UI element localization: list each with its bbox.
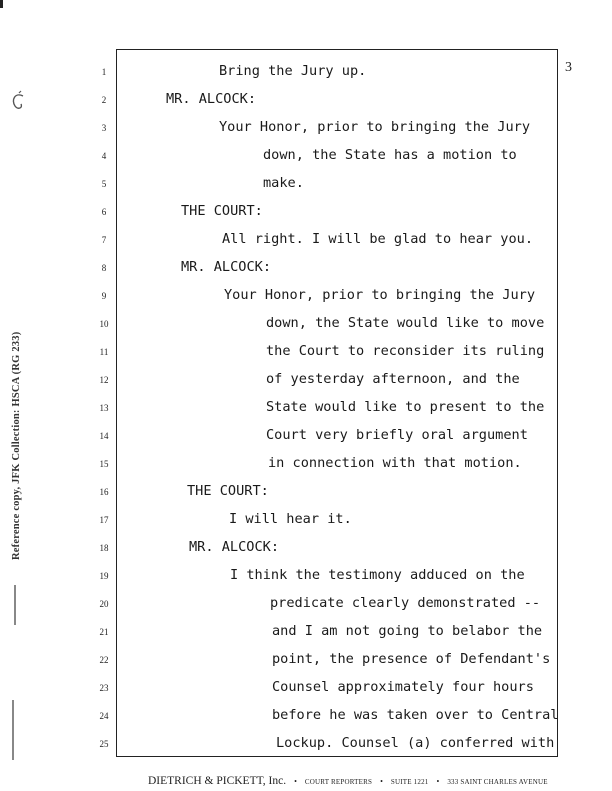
line-number: 17	[99, 515, 109, 525]
footer-suite: SUITE 1221	[390, 778, 429, 786]
footer-address: 333 SAINT CHARLES AVENUE	[447, 778, 548, 786]
footer-separator: •	[380, 777, 383, 786]
line-number: 18	[99, 543, 109, 553]
line-number: 1	[101, 67, 107, 77]
line-text: down, the State has a motion to	[263, 147, 517, 163]
footer-separator: •	[294, 777, 297, 786]
page-number: 3	[565, 60, 572, 75]
edge-mark	[14, 585, 16, 625]
reporter-footer	[148, 771, 548, 789]
corner-mark	[0, 0, 3, 8]
line-text: in connection with that motion.	[268, 455, 522, 471]
line-number: 14	[99, 431, 109, 441]
line-text: Counsel approximately four hours	[272, 679, 534, 695]
edge-mark	[12, 700, 14, 760]
line-text: MR. ALCOCK:	[181, 259, 272, 275]
line-number: 9	[101, 291, 107, 301]
firm-name: DIETRICH & PICKETT, Inc.	[148, 775, 287, 787]
line-text: I think the testimony adduced on the	[230, 567, 525, 583]
line-text: before he was taken over to Central	[272, 707, 559, 723]
line-text: and I am not going to belabor the	[272, 623, 543, 639]
footer-reporters: COURT REPORTERS	[304, 778, 373, 786]
line-number: 15	[99, 459, 109, 469]
line-number: 16	[99, 487, 109, 497]
line-number: 5	[101, 179, 107, 189]
line-number: 6	[101, 207, 107, 217]
line-text: Bring the Jury up.	[219, 63, 367, 79]
line-number: 23	[99, 683, 109, 693]
line-number: 22	[99, 655, 109, 665]
line-text: MR. ALCOCK:	[189, 539, 280, 555]
line-text: make.	[263, 175, 304, 191]
line-number: 13	[99, 403, 109, 413]
line-number: 24	[99, 711, 109, 721]
line-number: 3	[101, 123, 107, 133]
line-text: point, the presence of Defendant's	[272, 651, 551, 667]
line-number: 12	[99, 375, 109, 385]
line-text: down, the State would like to move	[266, 315, 545, 331]
line-text: predicate clearly demonstrated --	[270, 595, 541, 611]
line-number: 21	[99, 627, 109, 637]
line-text: Your Honor, prior to bringing the Jury	[219, 119, 530, 135]
line-number: 11	[99, 347, 109, 357]
line-text: All right. I will be glad to hear you.	[222, 231, 533, 247]
line-number: 20	[99, 599, 109, 609]
line-number: 7	[101, 235, 107, 245]
line-number: 2	[101, 95, 107, 105]
line-text: the Court to reconsider its ruling	[266, 343, 545, 359]
line-number: 4	[101, 151, 107, 161]
line-text: I will hear it.	[229, 511, 352, 527]
line-text: MR. ALCOCK:	[166, 91, 257, 107]
reference-copy-note: Reference copy, JFK Collection: HSCA (RG 233)	[11, 331, 22, 560]
line-text: Your Honor, prior to bringing the Jury	[224, 287, 535, 303]
line-number: 8	[101, 263, 107, 273]
line-text: State would like to present to the	[266, 399, 545, 415]
pen-mark-icon	[9, 90, 27, 116]
line-text: Lockup. Counsel (a) conferred with	[276, 735, 555, 751]
footer-separator: •	[436, 777, 440, 786]
line-text: THE COURT:	[181, 203, 263, 219]
line-text: of yesterday afternoon, and the	[266, 371, 520, 387]
line-text: Court very briefly oral argument	[266, 427, 528, 443]
line-text: THE COURT:	[187, 483, 269, 499]
line-number: 10	[99, 319, 109, 329]
line-number: 25	[99, 739, 109, 749]
line-number: 19	[99, 571, 109, 581]
